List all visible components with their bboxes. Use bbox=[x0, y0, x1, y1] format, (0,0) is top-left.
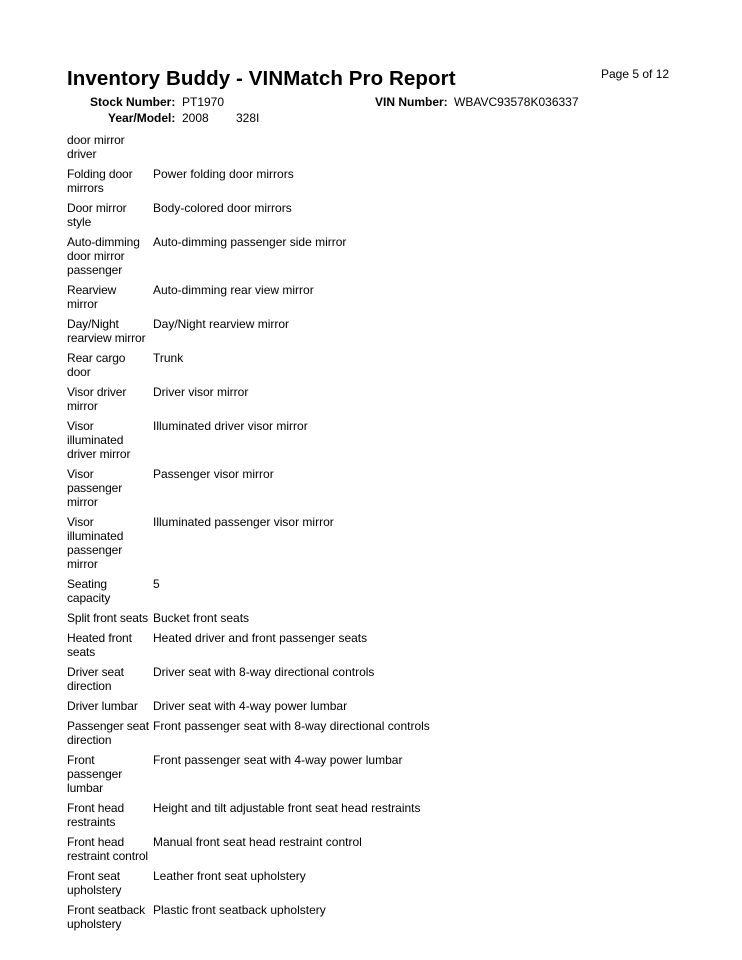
spec-row bbox=[67, 281, 687, 311]
spec-row bbox=[67, 697, 687, 713]
spec-value: Power folding door mirrors bbox=[153, 167, 294, 181]
report-title: Inventory Buddy - VINMatch Pro Report bbox=[67, 67, 456, 90]
spec-name: door mirror driver bbox=[67, 133, 125, 161]
spec-value: Illuminated passenger visor mirror bbox=[153, 515, 334, 529]
year-value: 2008 bbox=[182, 111, 209, 125]
spec-name: Visor driver mirror bbox=[67, 385, 127, 413]
spec-value: Body-colored door mirrors bbox=[153, 201, 292, 215]
spec-name: Day/Night rearview mirror bbox=[67, 317, 146, 345]
spec-name: Driver lumbar bbox=[67, 699, 138, 713]
spec-row bbox=[67, 609, 687, 625]
spec-row bbox=[67, 199, 687, 229]
spec-name: Rear cargo door bbox=[67, 351, 126, 379]
spec-value: Manual front seat head restraint control bbox=[153, 835, 362, 849]
spec-row bbox=[67, 833, 687, 863]
spec-value: Passenger visor mirror bbox=[153, 467, 274, 481]
spec-value: Heated driver and front passenger seats bbox=[153, 631, 368, 645]
spec-name: Front seatback upholstery bbox=[67, 903, 145, 931]
spec-value: Auto-dimming passenger side mirror bbox=[153, 235, 347, 249]
spec-name: Front head restraints bbox=[67, 801, 125, 829]
spec-row bbox=[67, 349, 687, 379]
spec-row bbox=[67, 663, 687, 693]
spec-name: Door mirror style bbox=[67, 201, 127, 229]
spec-value: Driver visor mirror bbox=[153, 385, 249, 399]
spec-name: Heated front seats bbox=[67, 631, 132, 659]
spec-row bbox=[67, 901, 687, 931]
spec-name: Front seat upholstery bbox=[67, 869, 122, 897]
model-value: 328I bbox=[236, 111, 260, 125]
spec-value: Leather front seat upholstery bbox=[153, 869, 306, 883]
spec-value: Plastic front seatback upholstery bbox=[153, 903, 326, 917]
spec-row bbox=[67, 629, 687, 659]
spec-value: Height and tilt adjustable front seat head restraints bbox=[153, 801, 421, 815]
spec-name: Driver seat direction bbox=[67, 665, 124, 693]
spec-row bbox=[67, 233, 687, 277]
spec-value: Trunk bbox=[153, 351, 184, 365]
spec-row bbox=[67, 867, 687, 897]
spec-row bbox=[67, 383, 687, 413]
spec-value: Bucket front seats bbox=[153, 611, 250, 625]
spec-row bbox=[67, 717, 687, 747]
spec-row bbox=[67, 131, 687, 161]
spec-value: Driver seat with 8-way directional controls bbox=[153, 665, 375, 679]
spec-value: Front passenger seat with 4-way power lumbar bbox=[153, 753, 403, 767]
stock-number-value: PT1970 bbox=[182, 95, 225, 109]
spec-value: Day/Night rearview mirror bbox=[153, 317, 290, 331]
spec-row bbox=[67, 165, 687, 195]
spec-row bbox=[67, 751, 687, 795]
spec-name: Seating capacity bbox=[67, 577, 111, 605]
spec-name: Split front seats bbox=[67, 611, 149, 625]
spec-name: Rearview mirror bbox=[67, 283, 117, 311]
spec-name: Front passenger lumbar bbox=[67, 753, 123, 795]
spec-row bbox=[67, 315, 687, 345]
spec-value: Front passenger seat with 8-way directional controls bbox=[153, 719, 430, 733]
spec-row bbox=[67, 799, 687, 829]
spec-row bbox=[67, 575, 687, 605]
spec-name: Visor illuminated driver mirror bbox=[67, 419, 131, 461]
spec-name: Visor illuminated passenger mirror bbox=[67, 515, 124, 571]
spec-name: Front head restraint control bbox=[67, 835, 148, 863]
spec-name: Auto-dimming door mirror passenger bbox=[67, 235, 140, 277]
year-model-label: Year/Model: bbox=[108, 111, 176, 125]
spec-name: Folding door mirrors bbox=[67, 167, 133, 195]
spec-row bbox=[67, 465, 687, 509]
page-indicator: Page 5 of 12 bbox=[601, 67, 670, 81]
stock-number-label: Stock Number: bbox=[90, 95, 176, 109]
vin-number-label: VIN Number: bbox=[375, 95, 448, 109]
spec-name: Passenger seat direction bbox=[67, 719, 149, 747]
spec-name: Visor passenger mirror bbox=[67, 467, 123, 509]
spec-value: Illuminated driver visor mirror bbox=[153, 419, 308, 433]
spec-value: 5 bbox=[153, 577, 160, 591]
vin-number-value: WBAVC93578K036337 bbox=[454, 95, 579, 109]
spec-value: Auto-dimming rear view mirror bbox=[153, 283, 314, 297]
spec-value: Driver seat with 4-way power lumbar bbox=[153, 699, 348, 713]
spec-row bbox=[67, 513, 687, 571]
spec-row bbox=[67, 417, 687, 461]
spec-list bbox=[67, 131, 687, 935]
